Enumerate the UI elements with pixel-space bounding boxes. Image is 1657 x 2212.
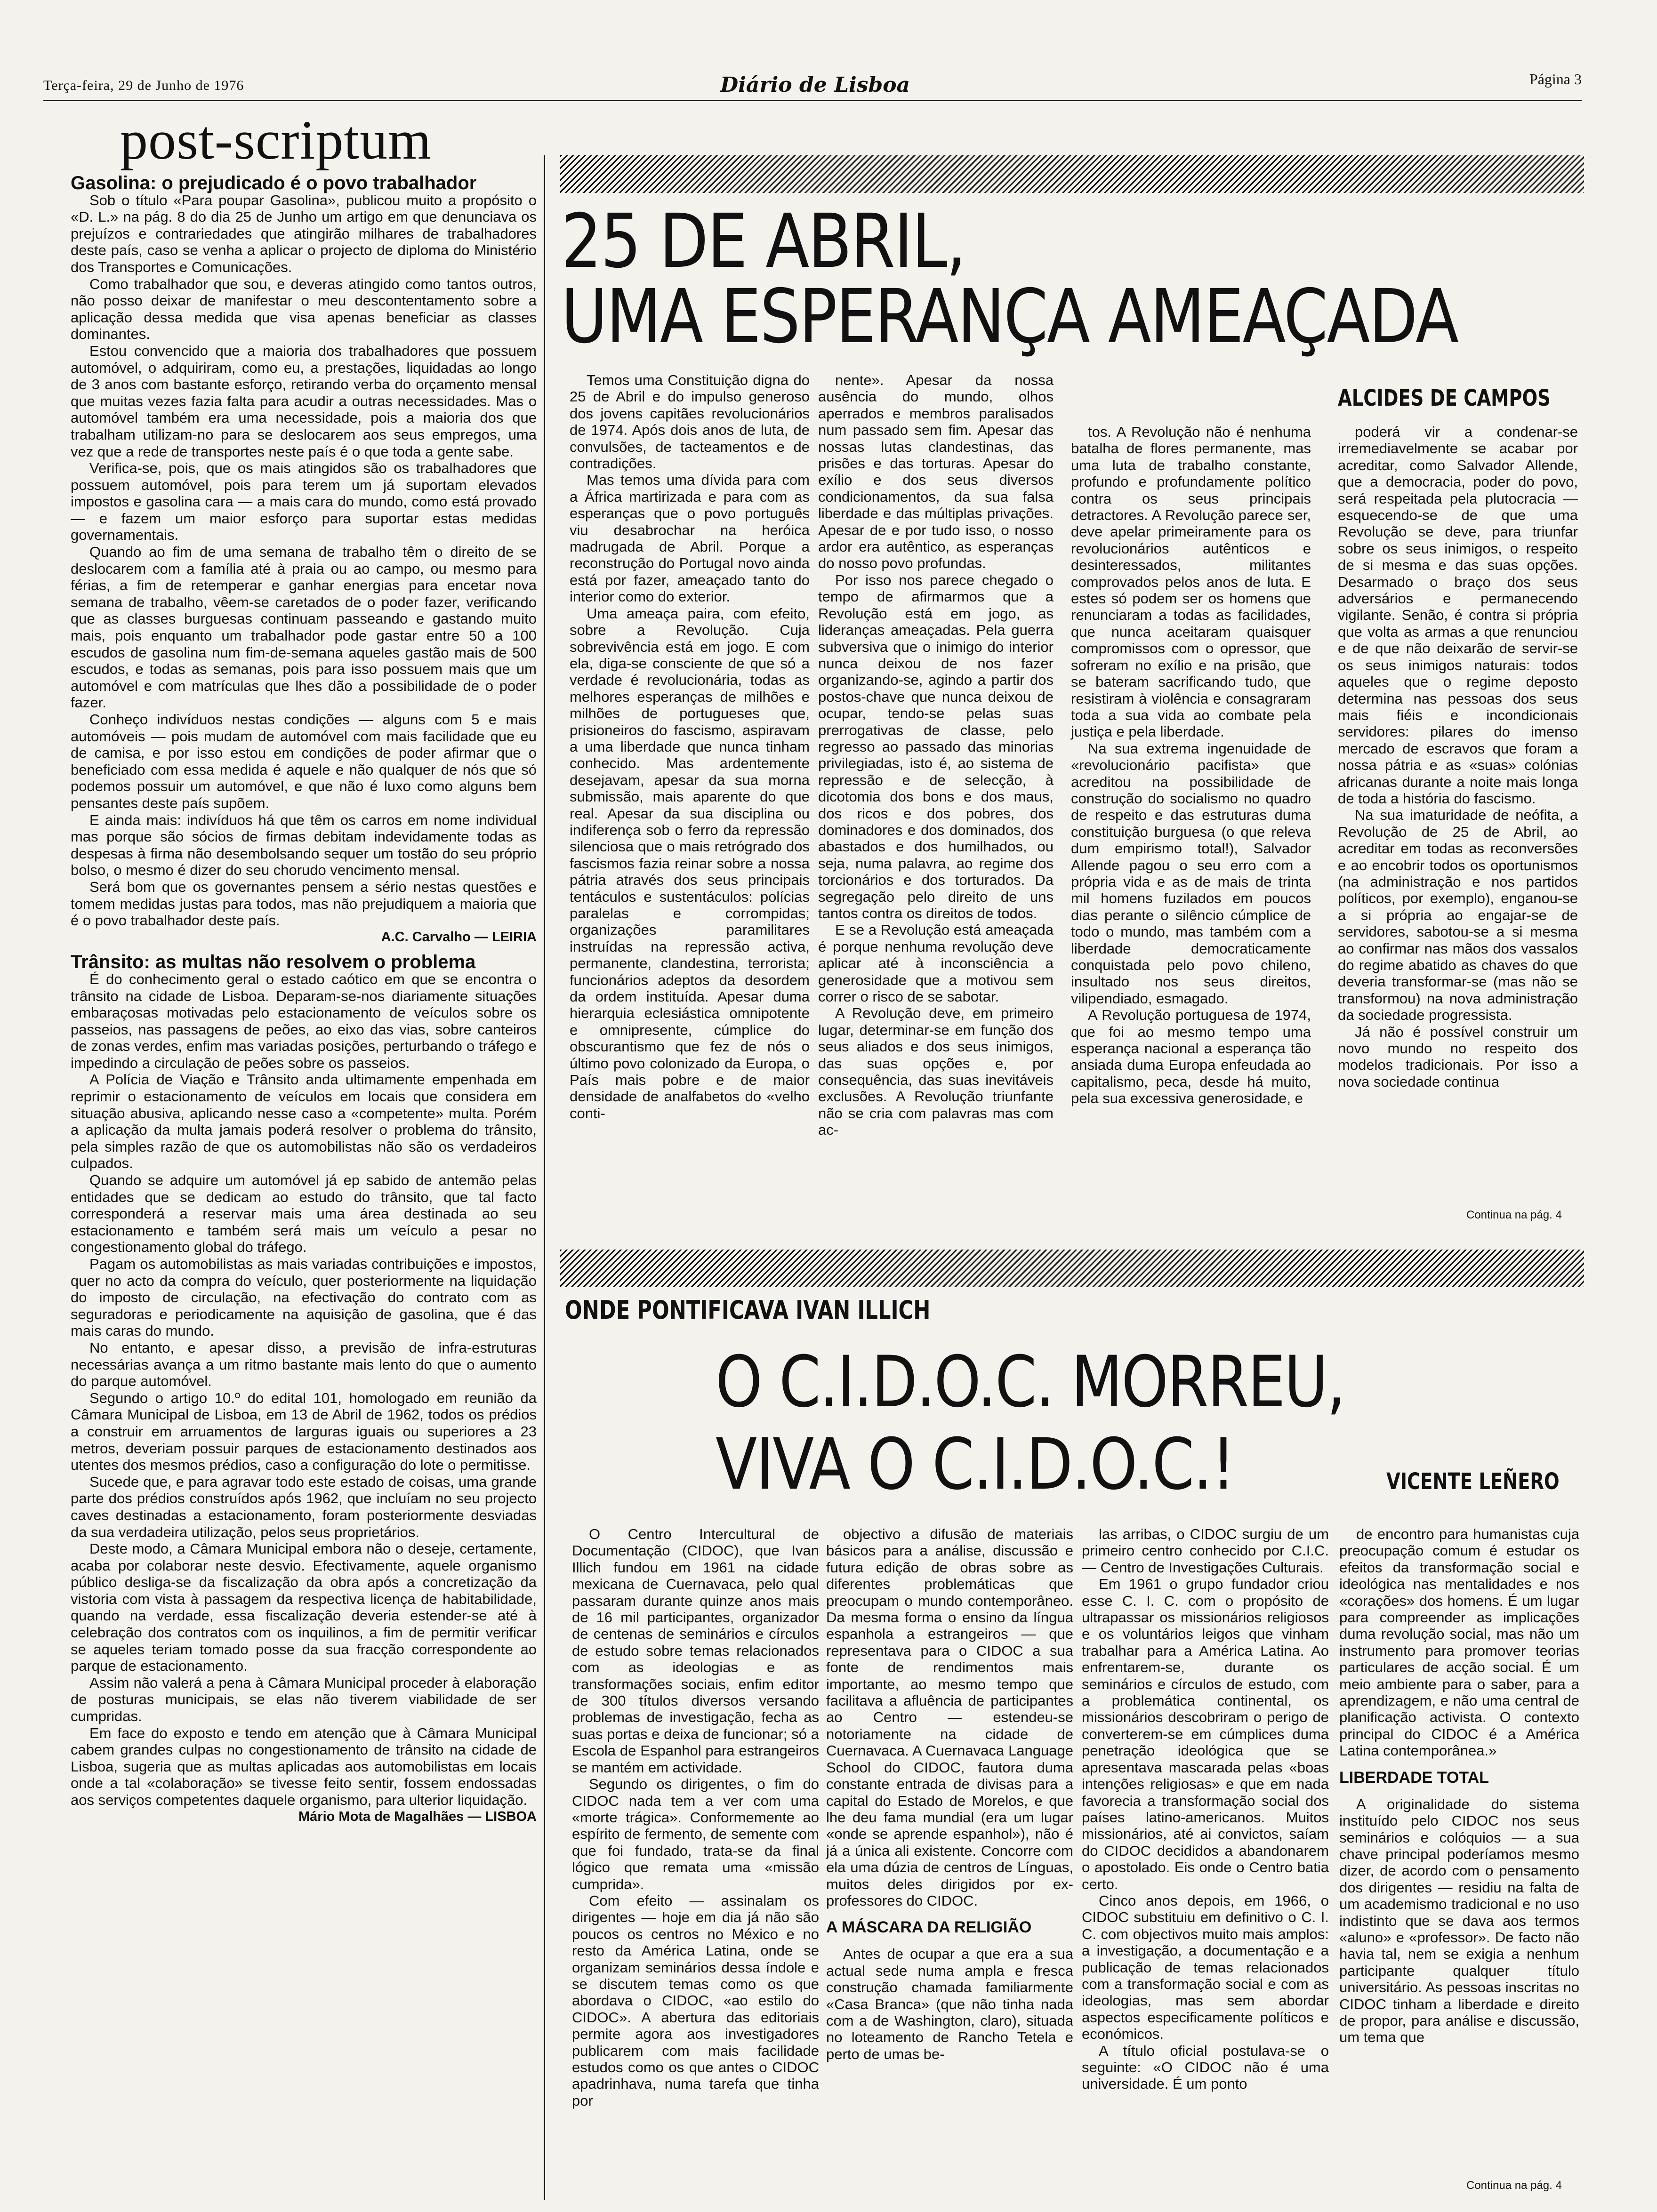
postscriptum-column <box>71 175 537 1825</box>
paragraph: Quando ao fim de uma semana de trabalho têm o direito de se deslocarem com a família até à praia ou ao campo, ou mesmo para férias, a fim de retemperar e ganhar energias para encetar nova semana de trabalho, vêem-se caretados de o poder fazer, verificando que as classes burguesas continuam passeando e gastando muito mais, pois enquanto um trabalhador pode gastar entre 50 a 100 escudos de gasolina num fim-de-semana aqueles gastão mais de 500 escudos, e todas as semanas, pois para isso possuem mais que um automóvel e com matrículas que lhes dão a possibilidade de o poder fazer. <box>71 544 537 711</box>
article1-headline-line1: 25 DE ABRIL, <box>561 198 965 285</box>
paragraph: Sucede que, e para agravar todo este estado de coisas, uma grande parte dos prédios construídos após 1962, que incluíam no seu projecto caves destinadas a estacionamento, foram posteriormente desviadas da sua verdadeira utilização, pelos seus proprietários. <box>71 1473 537 1540</box>
paragraph: A Revolução deve, em primeiro lugar, determinar-se em função dos seus aliados e dos seus inimigos, das suas opções e, por consequência, das suas inevitáveis exclusões. A Revolução triunfante não se cria com palavras mas com ac- <box>818 1005 1054 1138</box>
signature-magalhaes: Mário Mota de Magalhães — LISBOA <box>298 1809 537 1824</box>
paragraph: Na sua imaturidade de neófita, a Revolução de 25 de Abril, ao acreditar em todas as reconversões e ao encobrir todos os oportunismos (na administração e nos partidos políticos, por exemplo), enganou-se a si própria ao engajar-se de servidores, sabotou-se a si mesma ao confirmar nas mãos dos vassalos do regime abatido as chaves do que deveria transformar-se (mas não se transformou) na nova administração da sociedade progressista. <box>1338 807 1578 1024</box>
article2-column-4 <box>1339 1526 1579 2046</box>
article1-column-1 <box>570 372 810 1122</box>
paragraph: Com efeito — assinalam os dirigentes — hoje em dia já não são poucos os centros no México e no resto da América Latina, onde se organizam seminários dessa índole e se discutem temas como os que abordava o CIDOC, «ao estilo do CIDOC». A abertura das editoriais permite agora aos investigadores publicarem com mais facilidade estudos como os que antes o CIDOC apadrinhava, numa tarefa que tinha por <box>572 1892 819 2109</box>
paragraph: Como trabalhador que sou, e deveras atingido como tantos outros, não posso deixar de manifestar o meu descontentamento sobre a aplicação dessa medida que visa apenas beneficiar as classes dominantes. <box>71 275 537 343</box>
paragraph: de encontro para humanistas cuja preocupação comum é estudar os efeitos da transformação social e ideológica nas mentalidades e nos «corações» dos homens. É um lugar para compreender as implicações duma revolução social, mas não um instrumento para promover teorias particulares de acção social. É um meio ambiente para o saber, para a aprendizagem, e não uma central de planificação activista. O contexto principal do CIDOC é a América Latina contemporânea.» <box>1339 1526 1579 1759</box>
article1-byline: ALCIDES DE CAMPOS <box>1338 385 1551 411</box>
paragraph: Temos uma Constituição digna do 25 de Abril e do impulso generoso dos jovens capitães revolucionários de 1974. Após dois anos de luta, de convulsões, de tacteamentos e de contradições. <box>570 372 810 472</box>
paragraph: Uma ameaça paira, com efeito, sobre a Revolução. Cuja sobrevivência está em jogo. E com ela, diga-se consciente de que só a verdade é revolucionária, todas as melhores esperanças de milhões e milhões de portugueses que, prisioneiros do fascismo, aspiravam a uma liberdade que nunca tinham conhecido. Mas ardentemente desejavam, apesar da sua morna submissão, mais aparente do que real. Apesar da sua disciplina ou indiferença sob o ferro da repressão silenciosa que o mais retrógrado dos fascismos fazia reinar sobre a nossa pátria através dos seus principais tentáculos e sustentáculos: polícias paralelas e corrompidas; organizações paramilitares instruídas na repressão activa, permanente, clandestina, terrorista; funcionários adeptos da desordem da ordem instituída. Apesar duma hierarquia eclesiástica omnipotente e omnipresente, cúmplice do obscurantismo que fez de nós o último povo colonizado da Europa, o País mais pobre e de maior densidade de analfabetos do «velho conti- <box>570 605 810 1122</box>
section-heading-transito: Trânsito: as multas não resolvem o problema <box>71 952 476 973</box>
page-number: Página 3 <box>1529 71 1582 88</box>
article2-kicker: ONDE PONTIFICAVA IVAN ILLICH <box>565 1295 931 1325</box>
postscriptum-title: post-scriptum <box>120 109 432 171</box>
paragraph: A originalidade do sistema instituído pelo CIDOC nos seus seminários e colóquios — a sua chave principal poderíamos mesmo dizer, de acordo com o pensamento dos dirigentes — residiu na falta de um academismo tradicional e no uso indistinto que se dava aos termos «aluno» e «professor». De facto não havia tal, nem se exigia a nenhum participante qualquer título universitário. As pessoas inscritas no CIDOC tinham a liberdade e direito de propor, para análise e discussão, um tema que <box>1339 1795 1579 2046</box>
hatch-band-top <box>560 155 1584 193</box>
signature-carvalho: A.C. Carvalho — LEIRIA <box>381 929 537 945</box>
paragraph: Sob o título «Para poupar Gasolina», publicou muito a propósito o «D. L.» na pág. 8 do dia 25 de Junho um artigo em que denunciava os prejuízos e contrariedades que atingirão milhares de trabalhadores deste país, caso se venha a aplicar o projecto de diploma do Ministério dos Transportes e Comunicações. <box>71 192 537 275</box>
masthead-rule <box>43 100 1582 101</box>
article2-column-1 <box>572 1526 819 2109</box>
paragraph: Conheço indivíduos nestas condições — alguns com 5 e mais automóveis — pois mudam de automóvel com mais facilidade que eu de camisa, e por isso estou em condições de poder afirmar que o beneficiado com essa medida é aquele e não qualquer de nós que só podemos possuir um automóvel, e que não é luxo como alguns bem pensantes deste país supõem. <box>71 711 537 811</box>
paragraph: A título oficial postulava-se o seguinte: «O CIDOC não é uma universidade. É um ponto <box>1082 2042 1329 2092</box>
paragraph: E ainda mais: indivíduos há que têm os carros em nome individual mas porque são sócios de firmas debitam indevidamente todas as despesas à firma não desembolsando sequer um tostão do seu próprio bolso, o mesmo é dizer do seu chorudo vencimento mensal. <box>71 811 537 879</box>
paragraph: nente». Apesar da nossa ausência do mundo, olhos aperrados e membros paralisados num passado sem fim. Apesar das nossas lutas clandestinas, das prisões e das torturas. Apesar do exílio e dos seus diversos condicionamentos, da sua falsa liberdade e das múltiplas privações. Apesar de e por tudo isso, o nosso ardor era autêntico, as esperanças do nosso povo profundas. <box>818 372 1054 572</box>
article2-subhead-mascara: A MÁSCARA DA RELIGIÃO <box>826 1918 1032 1937</box>
paragraph: É do conhecimento geral o estado caótico em que se encontra o trânsito na cidade de Lisboa. Deparam-se-nos diariamente situações embaraçosas motivadas pelo estacionamento de veículos sobre os passeios, nas passagens de peões, ao eixo das vias, sobre canteiros de zonas verdes, enfim mas variadas posições, perturbando o tráfego e impedindo a circulação de peões sobre os passeios. <box>71 970 537 1071</box>
column-divider <box>544 155 545 2200</box>
paragraph: las arribas, o CIDOC surgiu de um primeiro centro conhecido por C.I.C. — Centro de Investigações Culturais. <box>1082 1526 1329 1576</box>
paragraph: Segundo o artigo 10.º do edital 101, homologado em reunião da Câmara Municipal de Lisboa, em 13 de Abril de 1962, todos os prédios a construir em arruamentos de larguras iguais ou superiores a 23 metros, deveriam possuir parques de estacionamento destinados aos utentes dos mesmos prédios, caso a configuração do lote o permitisse. <box>71 1389 537 1474</box>
paragraph: Já não é possível construir um novo mundo no respeito dos modelos tradicionais. Por isso a nova sociedade continua <box>1338 1023 1578 1090</box>
paragraph: Antes de ocupar a que era a sua actual sede numa ampla e fresca construção chamada familiarmente «Casa Branca» (que não tinha nada com a de Washington, claro), situada no loteamento de Rancho Tetela e perto de umas be- <box>826 1946 1073 2062</box>
paragraph: poderá vir a condenar-se irremediavelmente se acabar por acreditar, como Salvador Allende, que a democracia, poder do povo, será respeitada pela plutocracia — esquecendo-se de que uma Revolução se deve, para triunfar sobre os seus inimigos, o respeito de si mesma e das suas opções. Desarmado o braço dos seus adversários e permanecendo vigilante. Senão, é contra si própria que volta as armas a que renunciou e de que não deixarão de servir-se os seus inimigos naturais: todos aqueles que o regime deposto determina nas pessoas dos seus mais fiéis e incondicionais servidores: pilares do imenso mercado de escravos que foram a nossa pátria e as «suas» colónias africanas durante a noite mais longa de toda a história do fascismo. <box>1338 424 1578 807</box>
paragraph: Em face do exposto e tendo em atenção que à Câmara Municipal cabem grandes culpas no congestionamento de trânsito na cidade de Lisboa, sugeria que as multas aplicadas aos automobilistas em locais onde a tal «colaboração» se tivesse feito sentir, fossem endossadas aos serviços competentes daquele organismo, para ulterior liquidação. <box>71 1724 537 1808</box>
paragraph: Será bom que os governantes pensem a sério nestas questões e tomem medidas justas para todos, mas não prejudiquem a maioria que é o povo trabalhador deste país. <box>71 878 537 929</box>
paragraph: Deste modo, a Câmara Municipal embora não o deseje, certamente, acaba por colaborar neste desvio. Efectivamente, aquele organismo público desliga-se da fiscalização da obra após a concretização da vistoria com vista à passagem da respectiva licença de habitabilidade, quando na verdade, essa fiscalização deveria estender-se até à celebração dos contratos com os inquilinos, a fim de permitir verificar se aqueles teriam tomado posse da sua fracção correspondente ao parque de estacionamento. <box>71 1540 537 1675</box>
article2-subhead-liberdade: LIBERDADE TOTAL <box>1339 1768 1489 1787</box>
masthead-title: Diário de Lisboa <box>720 73 910 97</box>
paragraph: Mas temos uma dívida para com a África martirizada e para com as esperanças que o povo português viu desabrochar na heróica madrugada de Abril. Porque a reconstrução do Portugal novo ainda está por fazer, ameaçado tanto do interior como do exterior. <box>570 472 810 605</box>
paragraph: Segundo os dirigentes, o fim do CIDOC nada tem a ver com uma «morte trágica». Conformemente ao espírito de fermento, de semente com que foi fundado, trata-se da final lógico que remata uma «missão cumprida». <box>572 1776 819 1892</box>
paragraph: Estou convencido que a maioria dos trabalhadores que possuem automóvel, o adquiriram, como eu, a prestações, liquidadas ao longo de 3 anos com bastante esforço, retirando verba do orçamento mensal que muitas vezes fazia falta para acudir a outras necessidades. Mas o automóvel também era uma necessidade, pois a maioria dos que trabalham utilizam-no para se deslocarem aos seus empregos, uma vez que a rede de transportes neste país é o que toda a gente sabe. <box>71 342 537 460</box>
article1-column-3 <box>1071 424 1311 1107</box>
paragraph: O Centro Intercultural de Documentação (CIDOC), que Ivan Illich fundou em 1961 na cidade mexicana de Cuernavaca, pelo qual passaram durante quinze anos mais de 16 mil participantes, organizador de centenas de seminários e círculos de estudo sobre temas relacionados com as ideologias e as transformações sociais, enfim editor de 300 títulos diversos versando problemas de investigação, fecha as suas portas e deixa de funcionar; só a Escola de Espanhol para estrangeiros se mantém em actividade. <box>572 1526 819 1776</box>
paragraph: No entanto, e apesar disso, a previsão de infra-estruturas necessárias avança a um ritmo bastante mais lento do que o aumento do parque automóvel. <box>71 1339 537 1390</box>
article1-column-2 <box>818 372 1054 1138</box>
article2-continued: Continua na pág. 4 <box>1466 2179 1562 2192</box>
paragraph: tos. A Revolução não é nenhuma batalha de flores permanente, mas uma luta de trabalho constante, profundo e profundamente político contra os seus principais detractores. A Revolução parece ser, deve apelar primeiramente para os revolucionários autênticos e desinteressados, militantes comprovados pelos anos de luta. E estes só podem ser os homens que renunciaram a todas as facilidades, que nunca aceitaram quaisquer compromissos com o opressor, que sofreram no exílio e na prisão, que se bateram sacrificando tudo, que resistiram à violência e consagraram toda a sua vida ao combate pela justiça e pela liberdade. <box>1071 424 1311 740</box>
paragraph: Por isso nos parece chegado o tempo de afirmarmos que a Revolução está em jogo, as lideranças ameaçadas. Pela guerra subversiva que o inimigo do interior nunca deixou de nos fazer organizando-se, agindo a partir dos postos-chave que nunca deixou de ocupar, tendo-se pelas suas prerrogativas de classe, pelo regresso ao passado das minorias privilegiadas, isto é, ao sistema de repressão e de selecção, à dicotomia dos bons e dos maus, dos ricos e dos pobres, dos dominadores e dos dominados, dos abastados e dos humilhados, ou seja, numa palavra, ao regime dos torcionários e dos torturados. Da segregação pelo direito de uns tantos contra os direitos de todos. <box>818 571 1054 922</box>
paragraph: Pagam os automobilistas as mais variadas contribuições e impostos, quer no acto da compra do veículo, quer posteriormente na liquidação do imposto de circulação, na efectivação do contrato com as seguradoras e periodicamente na aquisição de gasolina, que é das mais caras do mundo. <box>71 1256 537 1339</box>
article2-column-2 <box>826 1526 1073 2062</box>
article1-continued: Continua na pág. 4 <box>1466 1209 1562 1221</box>
article1-headline-line2: UMA ESPERANÇA AMEAÇADA <box>561 273 1458 360</box>
article1-column-4 <box>1338 424 1578 1090</box>
section-heading-gasolina: Gasolina: o prejudicado é o povo trabalhador <box>71 173 477 193</box>
masthead-date: Terça-feira, 29 de Junho de 1976 <box>43 78 244 93</box>
section-body-transito <box>71 971 537 1809</box>
paragraph: Cinco anos depois, em 1966, o CIDOC substituiu em definitivo o C. I. C. com objectivos muito mais amplos: a investigação, a documentação e a publicação de temas relacionados com a transformação social e com as ideologias, mas sem abordar aspectos especificamente políticos e económicos. <box>1082 1892 1329 2043</box>
paragraph: A Polícia de Viação e Trânsito anda ultimamente empenhada em reprimir o estacionamento de veículos em locais que considera em situação abusiva, aplicando nesse caso a «competente» multa. Porém a aplicação da multa jamais poderá resolver o problema do trânsito, pela simples razão de que os automobilistas não são os verdadeiros culpados. <box>71 1071 537 1172</box>
paragraph: Assim não valerá a pena à Câmara Municipal proceder à elaboração de posturas municipais, se elas não tiverem viabilidade de ser cumpridas. <box>71 1674 537 1725</box>
paragraph: E se a Revolução está ameaçada é porque nenhuma revolução deve aplicar até à inconsciência a generosidade que a motivou sem correr o risco de se sabotar. <box>818 922 1054 1005</box>
article2-column-3 <box>1082 1526 1329 2092</box>
hatch-band-middle <box>560 1250 1584 1287</box>
article2-headline-line1: O C.I.D.O.C. MORREU, <box>716 1341 1345 1423</box>
paragraph: Verifica-se, pois, que os mais atingidos são os trabalhadores que possuem automóvel, pois para terem um já suportam elevados impostos e gasolina cara — a mais cara do mundo, como está provado — e fazem um maior esforço para suportar estas medidas governamentais. <box>71 460 537 544</box>
article2-byline: VICENTE LEÑERO <box>1386 1468 1560 1495</box>
paragraph: Em 1961 o grupo fundador criou esse C. I. C. com o propósito de ultrapassar os missionários religiosos e os voluntários leigos que vinham trabalhar para a América Latina. Ao enfrentarem-se, durante os seminários e círculos de estudo, com a problemática continental, os missionários descobriram o perigo de converterem-se em cúmplices duma penetração ideológica que se apresentava mascarada pelas «boas intenções religiosas» e que em nada favorecia a transformação social dos países latino-americanos. Muitos missionários, até ai convictos, saíam do CIDOC decididos a abandonarem o apostolado. Eis onde o Centro batia certo. <box>1082 1576 1329 1892</box>
paragraph: Na sua extrema ingenuidade de «revolucionário pacifista» que acreditou na possibilidade de construção do socialismo no quadro de respeito e das estruturas duma constituição burguesa (o que releva dum empirismo total!), Salvador Allende pagou o seu erro com a própria vida e as de mais de trinta mil homens fuzilados em poucos dias perante o silêncio cúmplice de todo o mundo, mas também com a liberdade democraticamente conquistada pelo povo chileno, insultado nos seus direitos, vilipendiado, esmagado. <box>1071 740 1311 1007</box>
section-body-gasolina <box>71 192 537 929</box>
paragraph: Quando se adquire um automóvel já ep sabido de antemão pelas entidades que se dedicam ao estudo do trânsito, que tal facto corresponderá a reservar mais uma área destinada ao seu estacionamento e também será mais um veículo a pesar no congestionamento global do tráfego. <box>71 1172 537 1256</box>
paragraph: A Revolução portuguesa de 1974, que foi ao mesmo tempo uma esperança nacional a esperança tão ansiada duma Europa enfeudada ao capitalismo, peca, desde há muito, pela sua excessiva generosidade, e <box>1071 1007 1311 1107</box>
paragraph: objectivo a difusão de materiais básicos para a análise, discussão e futura edição de obras sobre as diferentes problemáticas que preocupam o mundo contemporâneo. Da mesma forma o ensino da língua espanhola a estrangeiros — que representava para o CIDOC a sua fonte de rendimentos mais importante, ao mesmo tempo que facilitava a afluência de participantes ao Centro — estendeu-se notoriamente na cidade de Cuernavaca. A Cuernavaca Language School do CIDOC, fautora duma constante entrada de divisas para a capital do Estado de Morelos, e que lhe deu fama mundial (era um lugar «onde se aprende espanhol»), não é já a única ali existente. Concorre com ela uma dúzia de centros de Línguas, muitos deles dirigidos por ex-professores do CIDOC. <box>826 1526 1073 1909</box>
article2-headline-line2: VIVA O C.I.D.O.C.! <box>716 1424 1235 1506</box>
